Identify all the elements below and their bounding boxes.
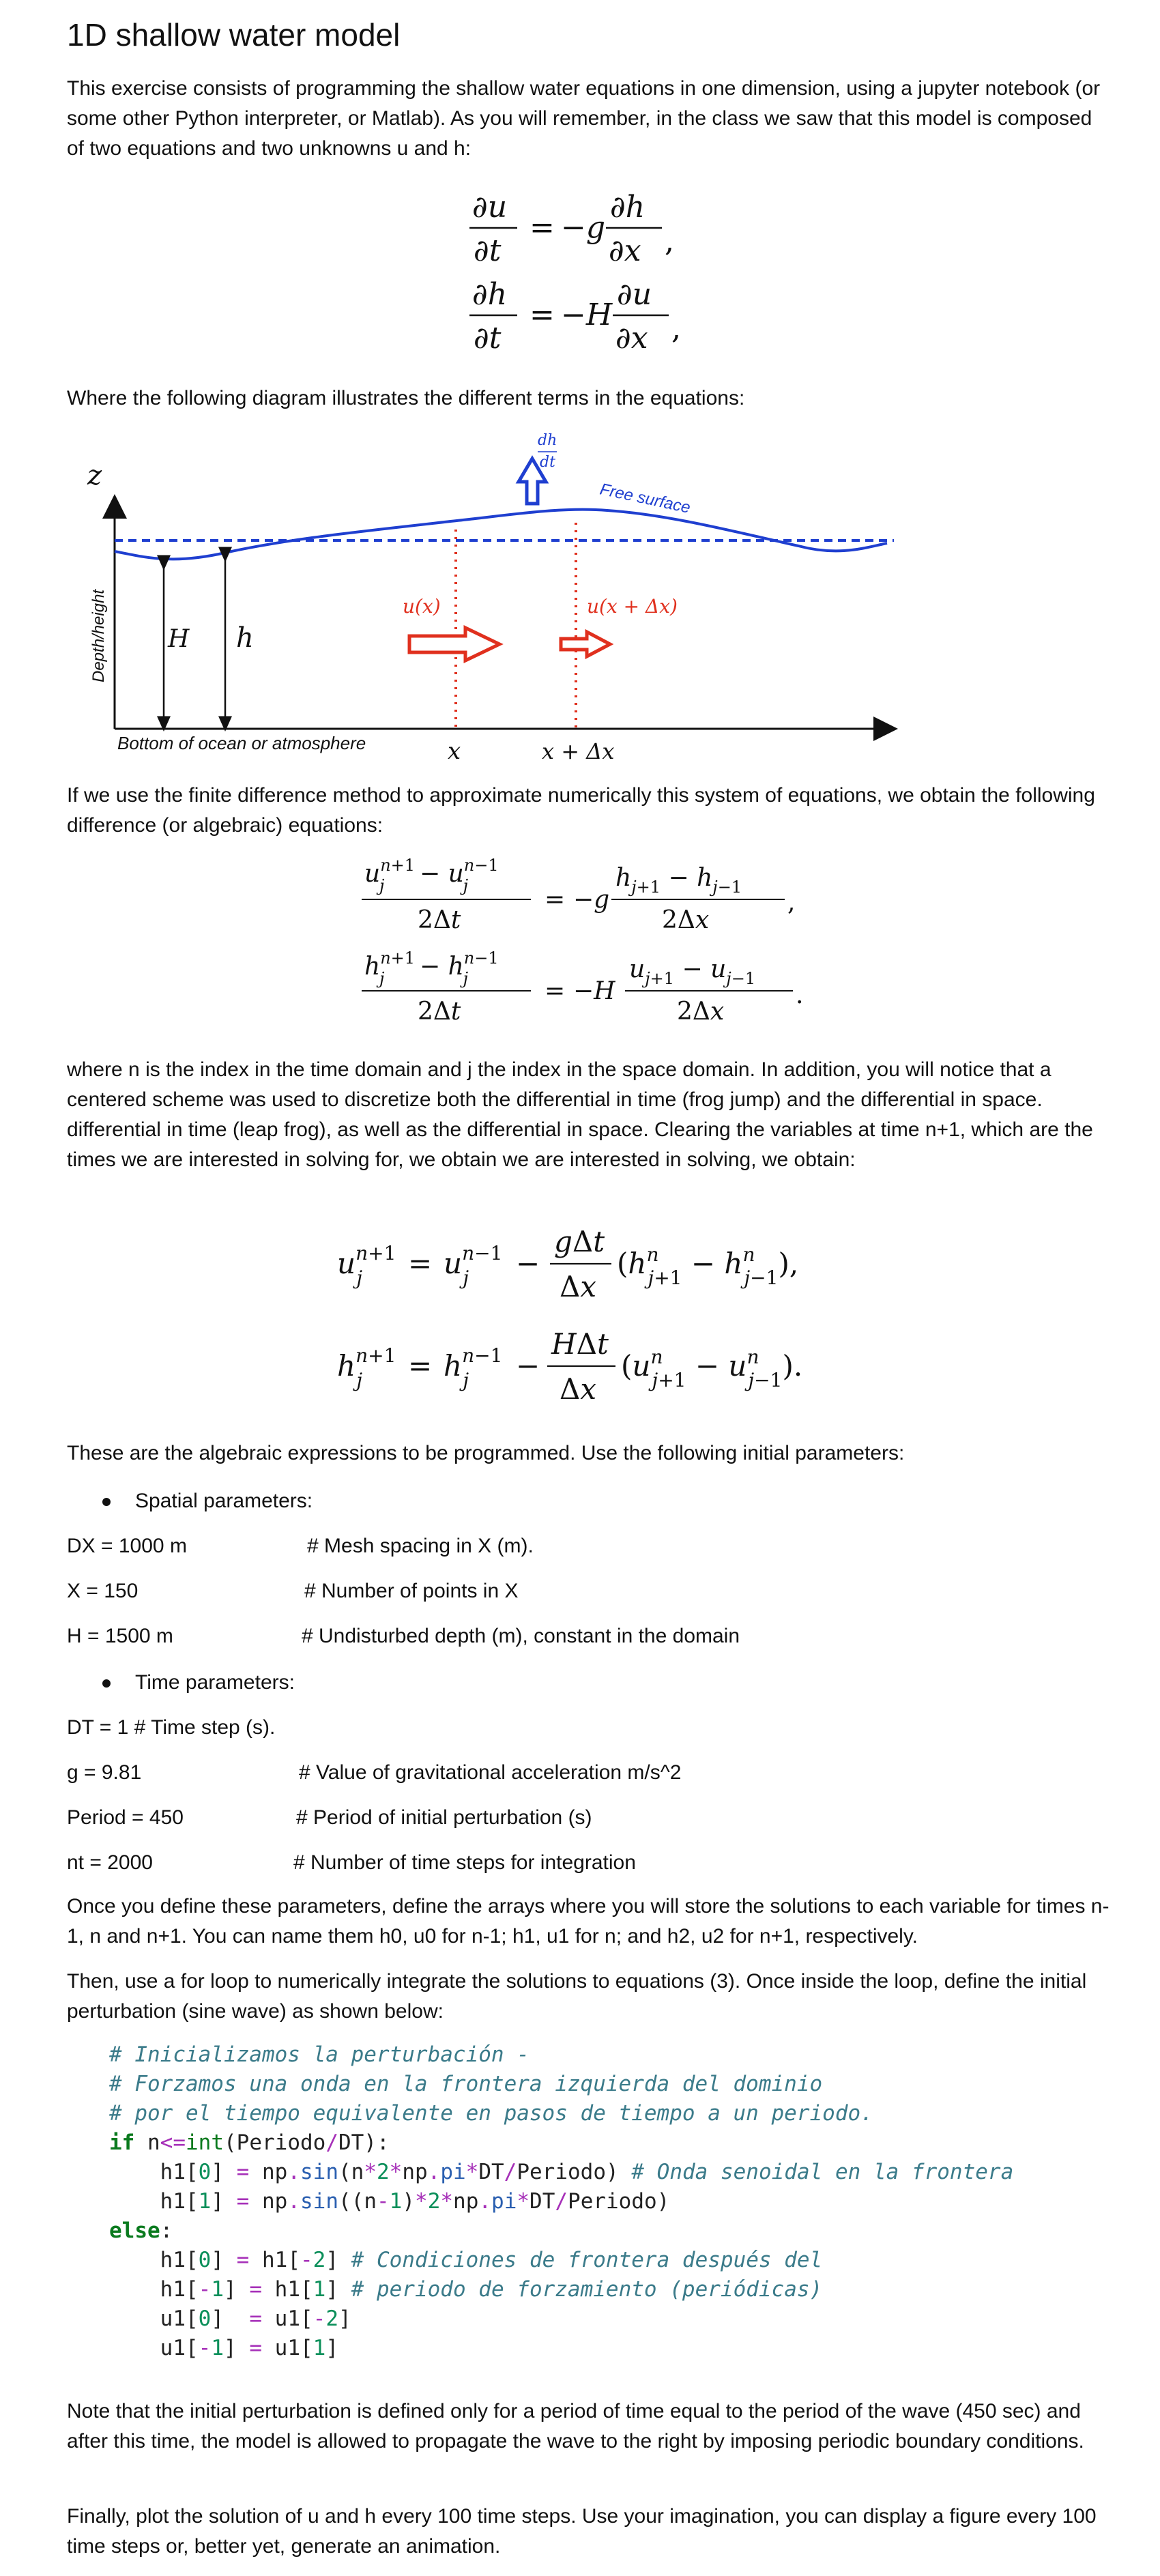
svg-text:un−1j: $u^n-1$ j — [444, 1242, 503, 1289]
param-nt — [67, 1848, 636, 1878]
svg-text:(unj+1 − unj−1).: ($u^n$ $j+1 - u^n$ j−1). — [621, 1346, 803, 1391]
svg-text:.: . — [796, 981, 804, 1009]
finite-difference-intro: If we use the finite difference method to approximate numerically this system of equations, we obtain the following difference (or algebraic) equations: — [67, 784, 1095, 837]
svg-text:,: , — [671, 311, 681, 346]
spatial-heading-text: Spatial parameters: — [135, 1490, 313, 1512]
param-x-assign: X = 150 — [67, 1580, 139, 1602]
svg-text:Δx: Δx — [560, 1372, 597, 1406]
ux-label: u(x) — [403, 595, 441, 618]
param-h — [67, 1621, 740, 1651]
code-block: # Inicializamos la perturbación - # Forzamos una onda en la frontera izquierda del dominio # por el tiempo equivalente en pasos de tiempo a un periodo. if n<=int(Periodo/DT): h1[0] = np.sin(n*2*np.pi*DT/Periodo) # Onda senoidal en la frontera h1[1] = np.sin((n-1)*2*np.pi*DT/Periodo) else: h1[0] = h1[-2] # Condiciones de frontera después del h1[-1] = h1[1] # periodo de forzamiento (periódicas) u1[0] = u1[-2] u1[-1] = u1[1] — [109, 2042, 1014, 2360]
svg-text:hn+1j − hn−1j: $h^n+1$ $j - h^n-1$ j — [364, 949, 499, 988]
code-comment: # Onda senoidal en la frontera — [631, 2160, 1014, 2184]
svg-text:,: , — [665, 224, 674, 259]
svg-text:(hnj+1 − hnj−1),: ($h^n$ $j+1 - h^n$ j−1), — [617, 1243, 799, 1289]
time-heading-text: Time parameters: — [135, 1671, 295, 1694]
scheme-paragraph: where n is the index in the time domain and j the index in the space domain. In addition, you will notice that a centered scheme was used to discretize both the differential in time (frog jump) and the differential in space. differential in time (leap frog), as well as the differential in space. Clearing the variables at time n+1, which are the times we are interested in solving for, we obtain we are interested in solving, we obtain: — [67, 1058, 1093, 1171]
svg-text:=: = — [408, 1247, 433, 1280]
code-comment: # periodo de forzamiento (periódicas) — [351, 2277, 823, 2302]
svg-text:∂t: ∂t — [474, 321, 502, 356]
free-surface-curve — [115, 510, 887, 560]
svg-text:−: − — [516, 1349, 540, 1383]
code-comment: # Forzamos una onda en la frontera izquierda del dominio — [109, 2072, 823, 2096]
svg-text:hn+1j: $h^n+1$ j — [337, 1344, 396, 1391]
code-comment: # Inicializamos la perturbación - — [109, 2042, 530, 2067]
svg-text:gΔt: gΔt — [554, 1225, 605, 1258]
param-dx-assign: DX = 1000 m — [67, 1535, 187, 1557]
svg-text:−g: −g — [573, 886, 610, 914]
h-label: h — [236, 622, 254, 654]
param-g-comment: # Value of gravitational acceleration m/s^2 — [299, 1761, 682, 1784]
svg-text:2Δx: 2Δx — [677, 998, 725, 1026]
difference-equations — [362, 852, 812, 1036]
svg-text:HΔt: HΔt — [551, 1327, 609, 1361]
loop-paragraph: Then, use a for loop to numerically integrate the solutions to equations (3). Once inside the loop, define the initial perturbation (sine wave) as shown below: — [67, 1970, 1087, 2023]
svg-text:2Δx: 2Δx — [662, 906, 710, 934]
svg-text:∂t: ∂t — [474, 233, 502, 268]
param-dx — [67, 1531, 534, 1561]
page-title: 1D shallow water model — [67, 17, 401, 53]
svg-text:∂h: ∂h — [610, 190, 646, 225]
param-period-comment: # Period of initial perturbation (s) — [296, 1806, 592, 1829]
svg-text:∂x: ∂x — [609, 233, 641, 268]
svg-text:−: − — [516, 1247, 540, 1280]
arrays-paragraph: Once you define these parameters, define the arrays where you will store the solutions to each variable for times n-1, n and n+1. You can name them h0, u0 for n-1; h1, u1 for n; and h2, u2 for n+1, respectively. — [67, 1895, 1110, 1948]
note-paragraph: Note that the initial perturbation is defined only for a period of time equal to the period of the wave (450 sec) and after this time, the model is allowed to propagate the wave to the right by imposing periodic boundary conditions. — [67, 2400, 1084, 2452]
svg-text:,: , — [787, 888, 796, 916]
param-nt-assign: nt = 2000 — [67, 1851, 153, 1874]
continuous-equations — [464, 184, 696, 389]
code-comment: # Condiciones de frontera después del — [351, 2248, 823, 2272]
param-h-comment: # Undisturbed depth (m), constant in the domain — [302, 1625, 740, 1647]
svg-text:un+1j − un−1j: $u^n+1$ $j - u^n-1$ j — [364, 856, 499, 895]
svg-text:−H: −H — [561, 298, 613, 332]
svg-text:=: = — [408, 1349, 433, 1383]
param-g — [67, 1758, 682, 1788]
param-dt-assign: DT = 1 # Time step (s). — [67, 1716, 276, 1739]
svg-text:=: = — [545, 886, 566, 914]
uxdx-label: u(x + Δx) — [587, 595, 678, 618]
param-period-assign: Period = 450 — [67, 1806, 184, 1829]
svg-text:=: = — [530, 210, 555, 245]
bottom-label: Bottom of ocean or atmosphere — [117, 733, 366, 753]
svg-text:2Δt: 2Δt — [418, 906, 461, 934]
final-paragraph: Finally, plot the solution of u and h every 100 time steps. Use your imagination, you can display a figure every 100 time steps or, better yet, generate an animation. — [67, 2505, 1097, 2558]
z-axis-label: z — [87, 460, 102, 491]
svg-text:∂u: ∂u — [472, 190, 508, 225]
svg-text:hn−1j: $h^n-1$ j — [444, 1344, 503, 1391]
param-dt — [67, 1713, 275, 1743]
H-label: H — [168, 625, 190, 653]
param-h-assign: H = 1500 m — [67, 1625, 173, 1647]
param-dx-comment: # Mesh spacing in X (m). — [307, 1535, 534, 1557]
code-comment: # por el tiempo equivalente en pasos de tiempo a un periodo. — [109, 2101, 873, 2126]
svg-text:=: = — [530, 298, 555, 332]
param-x-comment: # Number of points in X — [304, 1580, 519, 1602]
time-heading — [102, 1668, 295, 1698]
dhdt-numerator: dh — [538, 432, 557, 449]
diagram-intro: Where the following diagram illustrates the different terms in the equations: — [67, 387, 745, 409]
bullet-dot — [102, 1498, 111, 1506]
param-nt-comment: # Number of time steps for integration — [293, 1851, 636, 1874]
svg-text:−H: −H — [573, 977, 615, 1005]
intro-paragraph: This exercise consists of programming the shallow water equations in one dimension, using a jupyter notebook (or some other Python interpreter, or Matlab). As you will remember, in the class we saw that this model is composed of two equations and two unknowns u and h: — [67, 77, 1101, 160]
svg-text:=: = — [545, 977, 566, 1005]
dhdt-denominator: dt — [540, 454, 555, 471]
svg-text:uj+1 − uj−1: $u_j+1 - u_j-1$ — [629, 955, 756, 988]
shallow-water-diagram — [68, 430, 914, 764]
bullet-dot — [102, 1679, 111, 1688]
svg-text:un+1j: $u^n+1$ j — [337, 1242, 396, 1289]
spatial-heading — [102, 1486, 313, 1516]
depth-label: Depth/height — [89, 589, 108, 682]
svg-text:∂x: ∂x — [615, 321, 648, 356]
param-x — [67, 1576, 519, 1606]
uxdx-arrow-icon — [561, 632, 610, 656]
x-tick-label: x — [448, 738, 461, 764]
param-g-assign: g = 9.81 — [67, 1761, 142, 1784]
svg-text:∂u: ∂u — [617, 277, 652, 312]
xdx-tick-label: x + Δx — [542, 738, 615, 764]
update-equations — [334, 1215, 853, 1419]
svg-text:∂h: ∂h — [472, 277, 508, 312]
svg-text:hj+1 − hj−1: $h_j+1 - h_j-1$ — [615, 864, 742, 897]
svg-text:2Δt: 2Δt — [418, 998, 461, 1026]
free-surface-label: Free surface — [598, 480, 693, 517]
ux-arrow-icon — [409, 628, 499, 661]
param-period — [67, 1803, 592, 1833]
svg-text:Δx: Δx — [560, 1270, 597, 1303]
svg-text:−g: −g — [561, 210, 606, 245]
algebraic-paragraph: These are the algebraic expressions to be programmed. Use the following initial parameters: — [67, 1442, 905, 1464]
